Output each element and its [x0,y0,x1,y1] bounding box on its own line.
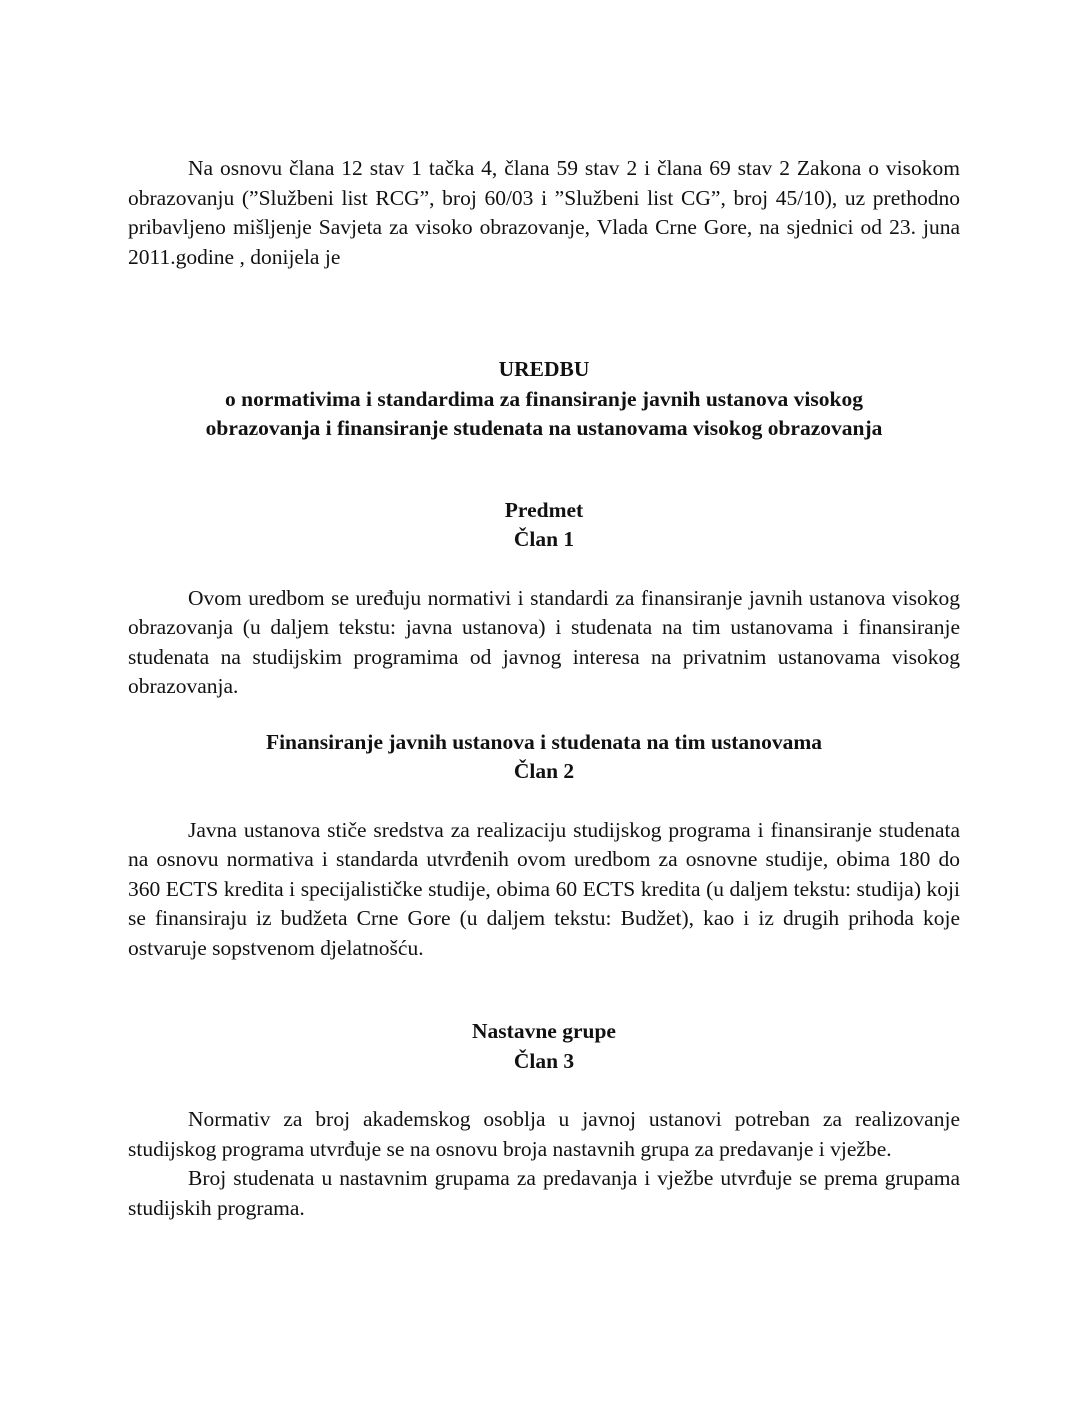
section-1-paragraph-1: Ovom uredbom se uređuju normativi i standardi za finansiranje javnih ustanova visokog obrazovanja (u daljem tekstu: javna ustanova) i studenata na tim ustanovama i finansiranje studenata na studijskim programima od javnog interesa na privatnim ustanovama visokog obrazovanja. [128,585,960,698]
decree-title-block [128,355,960,444]
preamble-paragraph: Na osnovu člana 12 stav 1 tačka 4, člana 59 stav 2 i člana 69 stav 2 Zakona o visokom obrazovanju (”Službeni list RCG”, broj 60/03 i ”Službeni list CG”, broj 45/10), uz prethodno pribavljeno mišljenje Savjeta za visoko obrazovanje, Vlada Crne Gore, na sjednici od 23. juna 2011.godine , donijela je [128,156,960,269]
section-2-article-number: Član 2 [513,759,575,783]
document-page [128,154,960,1223]
decree-subtitle-line-2: obrazovanja i finansiranje studenata na ustanovama visokog obrazovanja [205,416,883,440]
section-1-heading: Predmet [504,497,584,522]
section-3-paragraph-1: Normativ za broj akademskog osoblja u javnoj ustanovi potreban za realizovanje studijskog programa utvrđuje se na osnovu broja nastavnih grupa za predavanje i vježbe. [128,1107,960,1161]
section-2-paragraph-1: Javna ustanova stiče sredstva za realizaciju studijskog programa i finansiranje studenata na osnovu normativa i standarda utvrđenih ovom uredbom za osnovne studije, obima 180 do 360 ECTS kredita i specijalističke studije, obima 60 ECTS kredita (u daljem tekstu: studija) koji se finansiraju iz budžeta Crne Gore (u daljem tekstu: Budžet), kao i iz drugih prihoda koje ostvaruje sopstvenom djelatnošću. [128,817,960,960]
decree-title: UREDBU [498,357,590,381]
section-2-heading: Finansiranje javnih ustanova i studenata na tim ustanovama [265,729,823,754]
section-3-heading: Nastavne grupe [472,1019,616,1043]
section-1-header [128,496,960,555]
section-3-article-number: Član 3 [513,1048,575,1073]
section-3-header [128,1017,960,1076]
section-3-paragraph-2: Broj studenata u nastavnim grupama za predavanja i vježbe utvrđuje se prema grupama studijskih programa. [128,1166,960,1220]
section-2-header [128,728,960,787]
section-1-article-number: Član 1 [513,527,575,551]
decree-subtitle-line-1: o normativima i standardima za finansiranje javnih ustanova visokog [225,386,863,411]
